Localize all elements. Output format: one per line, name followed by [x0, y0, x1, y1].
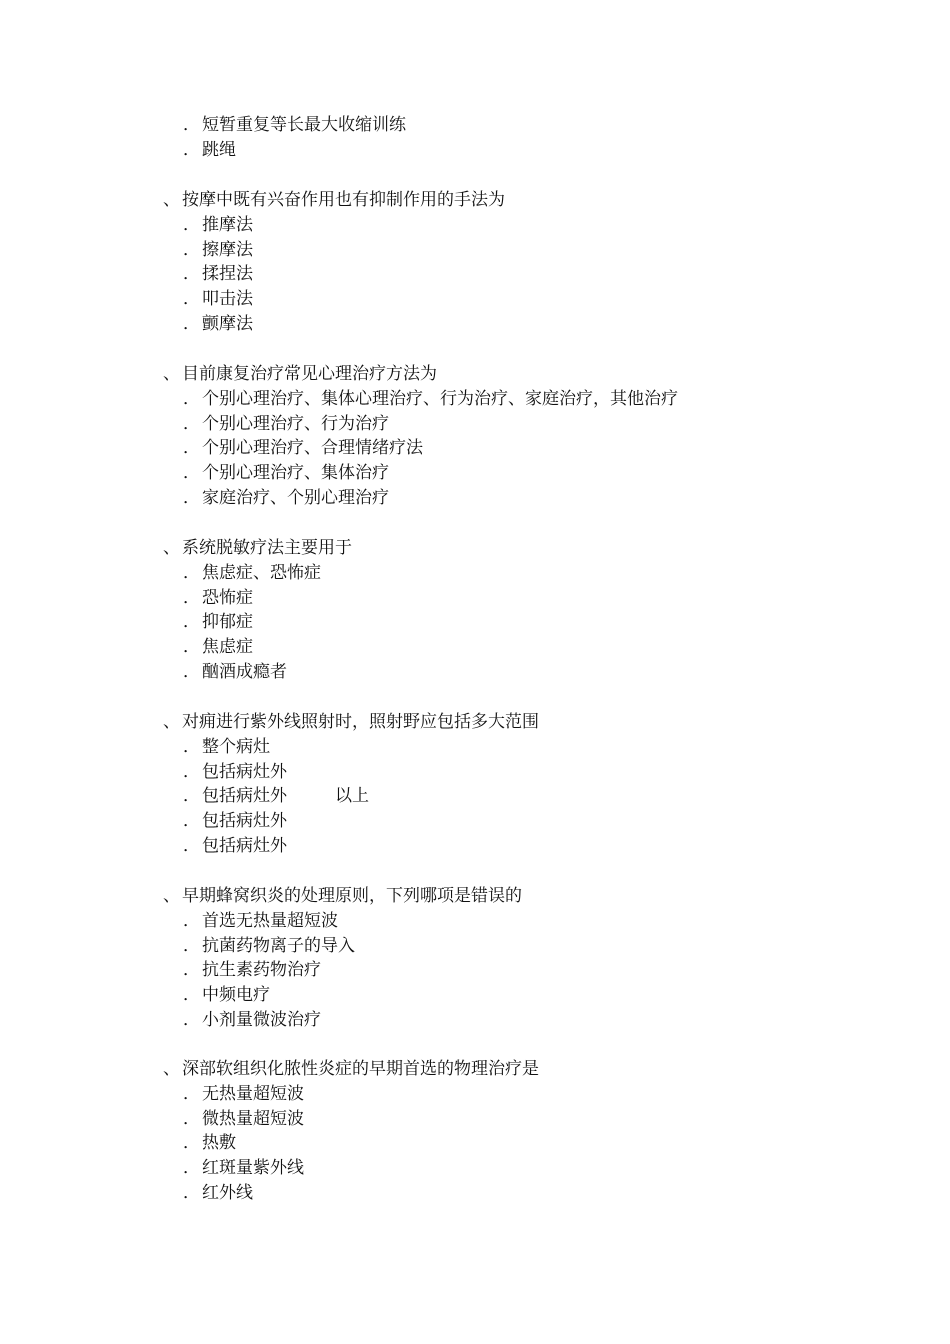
option-marker: ．: [183, 587, 200, 608]
question-marker: 、: [163, 190, 180, 210]
question-marker: 、: [163, 886, 180, 906]
question-stem-line: [0, 710, 950, 735]
option-text: 短暂重复等长最大收缩训练: [202, 115, 406, 135]
question-marker: 、: [163, 364, 180, 384]
option-text: 首选无热量超短波: [202, 910, 338, 931]
question-block: [0, 710, 950, 859]
option-line: [0, 213, 950, 238]
option-marker: ．: [183, 661, 200, 682]
question-stem-line: [0, 362, 950, 387]
option-marker: ．: [183, 1133, 200, 1154]
option-text: 酗酒成瘾者: [202, 661, 287, 682]
option-marker: ．: [183, 637, 200, 658]
option-marker: ．: [183, 1108, 200, 1129]
option-line: [0, 610, 950, 635]
option-text: 擦摩法: [202, 239, 253, 260]
option-text: 包括病灶外: [202, 786, 287, 807]
option-line: [0, 561, 950, 586]
option-marker: ．: [183, 835, 200, 856]
option-text: 包括病灶外: [202, 811, 287, 832]
question-stem: 对痈进行紫外线照射时，照射野应包括多大范围: [182, 712, 539, 732]
option-marker: ．: [183, 313, 200, 334]
option-line: [0, 461, 950, 486]
option-marker: ．: [183, 960, 200, 981]
option-marker: ．: [183, 736, 200, 757]
option-marker: ．: [183, 487, 200, 508]
option-marker: ．: [183, 139, 200, 160]
question-marker: 、: [163, 538, 180, 558]
option-text: 个别心理治疗、集体心理治疗、行为治疗、家庭治疗，其他治疗: [202, 388, 678, 409]
option-marker: ．: [183, 761, 200, 782]
option-line: [0, 934, 950, 959]
option-marker: ．: [183, 1009, 200, 1030]
option-suffix: 以上: [335, 786, 369, 807]
option-marker: ．: [183, 214, 200, 235]
option-marker: ．: [183, 786, 200, 807]
option-text: 中频电疗: [202, 985, 270, 1006]
option-text: 推摩法: [202, 214, 253, 235]
option-marker: ．: [183, 1083, 200, 1104]
question-stem-line: [0, 536, 950, 561]
option-text: 包括病灶外: [202, 761, 287, 782]
option-marker: ．: [183, 811, 200, 832]
option-marker: ．: [183, 413, 200, 434]
option-text: 抑郁症: [202, 612, 253, 633]
option-marker: ．: [183, 115, 200, 135]
option-text: 个别心理治疗、集体治疗: [202, 463, 389, 484]
question-stem-line: [0, 884, 950, 909]
question-stem: 系统脱敏疗法主要用于: [182, 538, 352, 558]
option-line: [0, 660, 950, 685]
option-line: [0, 635, 950, 660]
question-block: [0, 188, 950, 337]
option-text: 抗菌药物离子的导入: [202, 935, 355, 956]
option-text: 无热量超短波: [202, 1083, 304, 1104]
question-block: [0, 884, 950, 1033]
question-stem: 目前康复治疗常见心理治疗方法为: [182, 364, 437, 384]
question-stem: 按摩中既有兴奋作用也有抑制作用的手法为: [182, 190, 505, 210]
option-text: 整个病灶: [202, 736, 270, 757]
option-line: [0, 262, 950, 287]
question-stem-line: [0, 1057, 950, 1082]
option-text: 跳绳: [202, 139, 236, 160]
option-marker: ．: [183, 264, 200, 285]
option-line: [0, 436, 950, 461]
option-text: 微热量超短波: [202, 1108, 304, 1129]
option-line: [0, 312, 950, 337]
intro-options: [0, 113, 950, 163]
option-line: [0, 983, 950, 1008]
option-line: [0, 834, 950, 859]
option-line: [0, 387, 950, 412]
option-line: [0, 586, 950, 611]
option-line: [0, 784, 950, 809]
option-marker: ．: [183, 612, 200, 633]
option-line: [0, 1181, 950, 1206]
option-marker: ．: [183, 388, 200, 409]
option-line: [0, 113, 950, 138]
option-text: 焦虑症: [202, 637, 253, 658]
option-marker: ．: [183, 1158, 200, 1179]
option-line: [0, 909, 950, 934]
option-text: 颤摩法: [202, 313, 253, 334]
question-stem-line: [0, 188, 950, 213]
option-marker: ．: [183, 562, 200, 583]
option-marker: ．: [183, 910, 200, 931]
option-marker: ．: [183, 1182, 200, 1203]
option-text: 包括病灶外: [202, 835, 287, 856]
option-text: 小剂量微波治疗: [202, 1009, 321, 1030]
question-marker: 、: [163, 712, 180, 732]
option-line: [0, 760, 950, 785]
option-line: [0, 735, 950, 760]
option-text: 叩击法: [202, 289, 253, 310]
option-marker: ．: [183, 463, 200, 484]
option-text: 恐怖症: [202, 587, 253, 608]
option-marker: ．: [183, 985, 200, 1006]
option-line: [0, 486, 950, 511]
question-block: [0, 1057, 950, 1206]
option-marker: ．: [183, 239, 200, 260]
option-text: 家庭治疗、个别心理治疗: [202, 487, 389, 508]
option-line: [0, 138, 950, 163]
option-line: [0, 1082, 950, 1107]
option-line: [0, 809, 950, 834]
option-text: 焦虑症、恐怖症: [202, 562, 321, 583]
option-text: 个别心理治疗、行为治疗: [202, 413, 389, 434]
option-text: 个别心理治疗、合理情绪疗法: [202, 438, 423, 459]
option-line: [0, 1008, 950, 1033]
question-block: [0, 536, 950, 685]
option-line: [0, 1131, 950, 1156]
question-stem: 深部软组织化脓性炎症的早期首选的物理治疗是: [182, 1059, 539, 1079]
option-marker: ．: [183, 438, 200, 459]
option-line: [0, 1107, 950, 1132]
option-text: 红外线: [202, 1182, 253, 1203]
option-line: [0, 287, 950, 312]
option-line: [0, 412, 950, 437]
option-marker: ．: [183, 289, 200, 310]
option-text: 抗生素药物治疗: [202, 960, 321, 981]
question-stem: 早期蜂窝织炎的处理原则，下列哪项是错误的: [182, 886, 522, 906]
option-line: [0, 1156, 950, 1181]
option-line: [0, 238, 950, 263]
option-marker: ．: [183, 935, 200, 956]
option-text: 红斑量紫外线: [202, 1158, 304, 1179]
question-marker: 、: [163, 1059, 180, 1079]
question-block: [0, 362, 950, 511]
option-text: 热敷: [202, 1133, 236, 1154]
option-line: [0, 958, 950, 983]
option-text: 揉捏法: [202, 264, 253, 285]
